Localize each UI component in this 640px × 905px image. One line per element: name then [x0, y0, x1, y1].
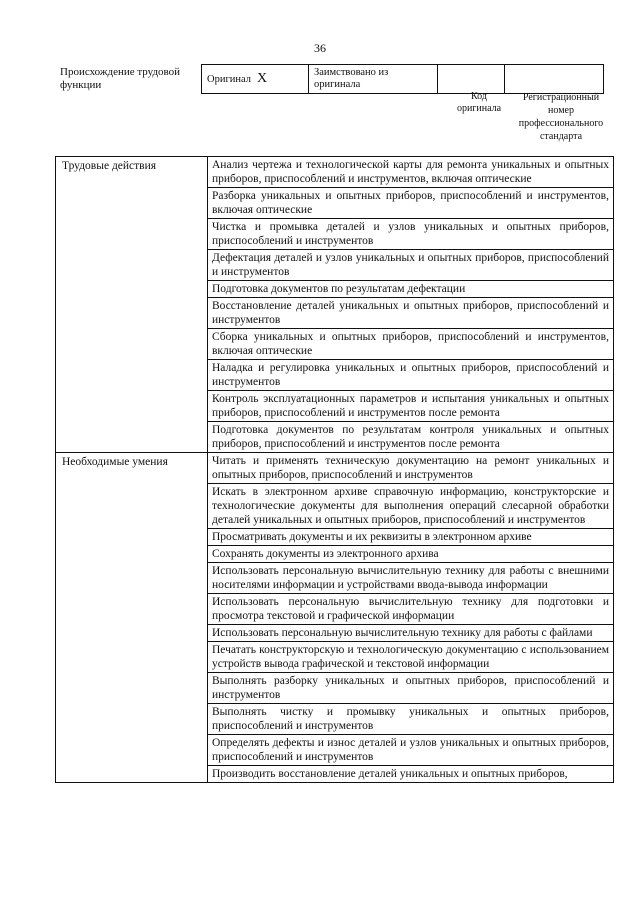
page-number: 36 — [314, 41, 326, 55]
code-caption: Код оригинала — [456, 91, 502, 114]
list-item: Выполнять чистку и промывку уникальных и опытных приборов, приспособлений и инструментов — [208, 704, 614, 735]
list-item: Чистка и промывка деталей и узлов уникальных и опытных приборов, приспособлений и инструментов — [208, 219, 614, 250]
list-item: Выполнять разборку уникальных и опытных приборов, приспособлений и инструментов — [208, 673, 614, 704]
list-item: Контроль эксплуатационных параметров и испытания уникальных и опытных приборов, приспособлений и инструментов после ремонта — [208, 391, 614, 422]
section-heading: Необходимые умения — [56, 453, 208, 783]
list-item: Наладка и регулировка уникальных и опытных приборов, приспособлений и инструментов — [208, 360, 614, 391]
list-item: Разборка уникальных и опытных приборов, приспособлений и инструментов, включая оптические — [208, 188, 614, 219]
origin-label: Происхождение трудовой функции — [60, 66, 181, 91]
borrowed-cell: Заимствовано из оригинала — [309, 65, 438, 94]
list-item: Подготовка документов по результатам контроля уникальных и опытных приборов, приспособлений и инструментов после ремонта — [208, 422, 614, 453]
origin-table — [201, 64, 604, 94]
reg-number-cell — [505, 65, 604, 94]
function-table — [55, 156, 614, 783]
list-item: Дефектация деталей и узлов уникальных и опытных приборов, приспособлений и инструментов — [208, 250, 614, 281]
original-label: Оригинал — [207, 74, 251, 85]
reg-caption: Регистрационный номер профессионального стандарта — [518, 92, 604, 142]
list-item: Сохранять документы из электронного архива — [208, 546, 614, 563]
section-heading: Трудовые действия — [56, 157, 208, 453]
table-row — [56, 453, 614, 484]
list-item: Просматривать документы и их реквизиты в электронном архиве — [208, 529, 614, 546]
list-item: Подготовка документов по результатам дефектации — [208, 281, 614, 298]
code-cell — [438, 65, 505, 94]
list-item: Читать и применять техническую документацию на ремонт уникальных и опытных приборов, приспособлений и инструментов — [208, 453, 614, 484]
list-item: Определять дефекты и износ деталей и узлов уникальных и опытных приборов, приспособлений и инструментов — [208, 735, 614, 766]
list-item: Производить восстановление деталей уникальных и опытных приборов, — [208, 766, 614, 783]
list-item: Сборка уникальных и опытных приборов, приспособлений и инструментов, включая оптические — [208, 329, 614, 360]
list-item: Использовать персональную вычислительную технику для работы с файлами — [208, 625, 614, 642]
original-cell — [202, 65, 309, 94]
list-item: Печатать конструкторскую и технологическую документацию с использованием устройств вывода графической и текстовой информации — [208, 642, 614, 673]
list-item: Искать в электронном архиве справочную информацию, конструкторские и технологические документы для выполнения операций слесарной обработки деталей уникальных и опытных приборов, приспособлений и инструментов — [208, 484, 614, 529]
table-row — [56, 157, 614, 188]
list-item: Анализ чертежа и технологической карты для ремонта уникальных и опытных приборов, приспособлений и инструментов, включая оптические — [208, 157, 614, 188]
list-item: Использовать персональную вычислительную технику для подготовки и просмотра текстовой и графической информации — [208, 594, 614, 625]
list-item: Использовать персональную вычислительную технику для работы с внешними носителями информации и устройствами ввода-вывода информации — [208, 563, 614, 594]
list-item: Восстановление деталей уникальных и опытных приборов, приспособлений и инструментов — [208, 298, 614, 329]
original-mark: X — [257, 71, 268, 86]
